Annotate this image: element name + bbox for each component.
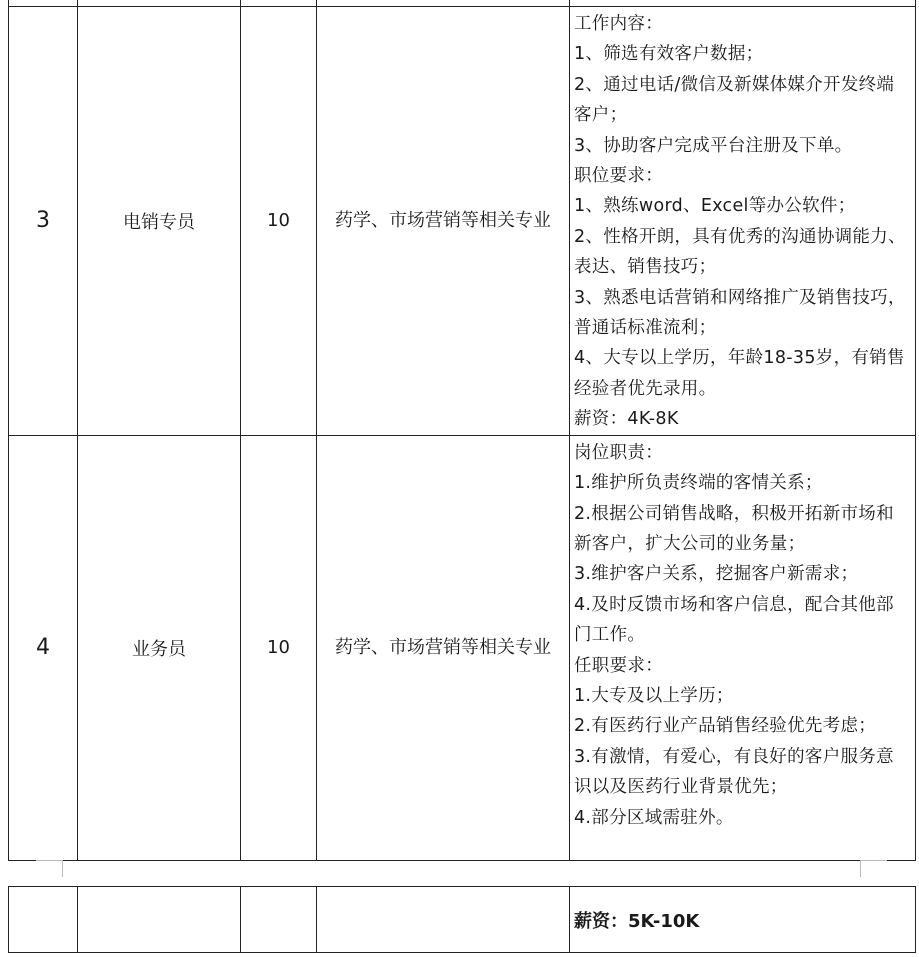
major-requirement: 药学、市场营销等相关专业 [317,435,570,860]
major-requirement: 药学、市场营销等相关专业 [317,7,570,436]
continuation-table [8,886,916,953]
position-title: 电销专员 [78,7,241,436]
table-row [9,887,916,953]
headcount: 10 [241,7,317,436]
table-cell [78,887,241,953]
row-number: 4 [9,435,78,860]
salary-text: 薪资：5K-10K [570,887,916,953]
row-number: 3 [9,7,78,436]
job-description: 岗位职责： 1.维护所负责终端的客情关系； 2.根据公司销售战略，积极开拓新市场和新客户，扩大公司的业务量； 3.维护客户关系，挖掘客户新需求； 4.及时反馈市场和客户信息，配合其他部门工作。 任职要求： 1.大专及以上学历； 2.有医药行业产品销售经验优先考虑； 3.有激情，有爱心，有良好的客户服务意识以及医药行业背景优先； 4.部分区域需驻外。 [570,435,916,860]
table-row [9,7,916,436]
table-cell [241,887,317,953]
headcount: 10 [241,435,317,860]
job-table [8,0,916,861]
table-cell [317,887,570,953]
page-corner-mark-right [860,860,887,877]
position-title: 业务员 [78,435,241,860]
table-cell [9,887,78,953]
table-row [9,435,916,860]
job-description: 工作内容： 1、筛选有效客户数据； 2、通过电话/微信及新媒体媒介开发终端客户； 3、协助客户完成平台注册及下单。 职位要求： 1、熟练word、Excel等办公软件； 2、性格开朗，具有优秀的沟通协调能力、表达、销售技巧； 3、熟悉电话营销和网络推广及销售技巧，普通话标准流利； 4、大专以上学历，年龄18-35岁，有销售经验者优先录用。 薪资：4K-8K [570,7,916,436]
page-corner-mark-left [36,860,63,877]
